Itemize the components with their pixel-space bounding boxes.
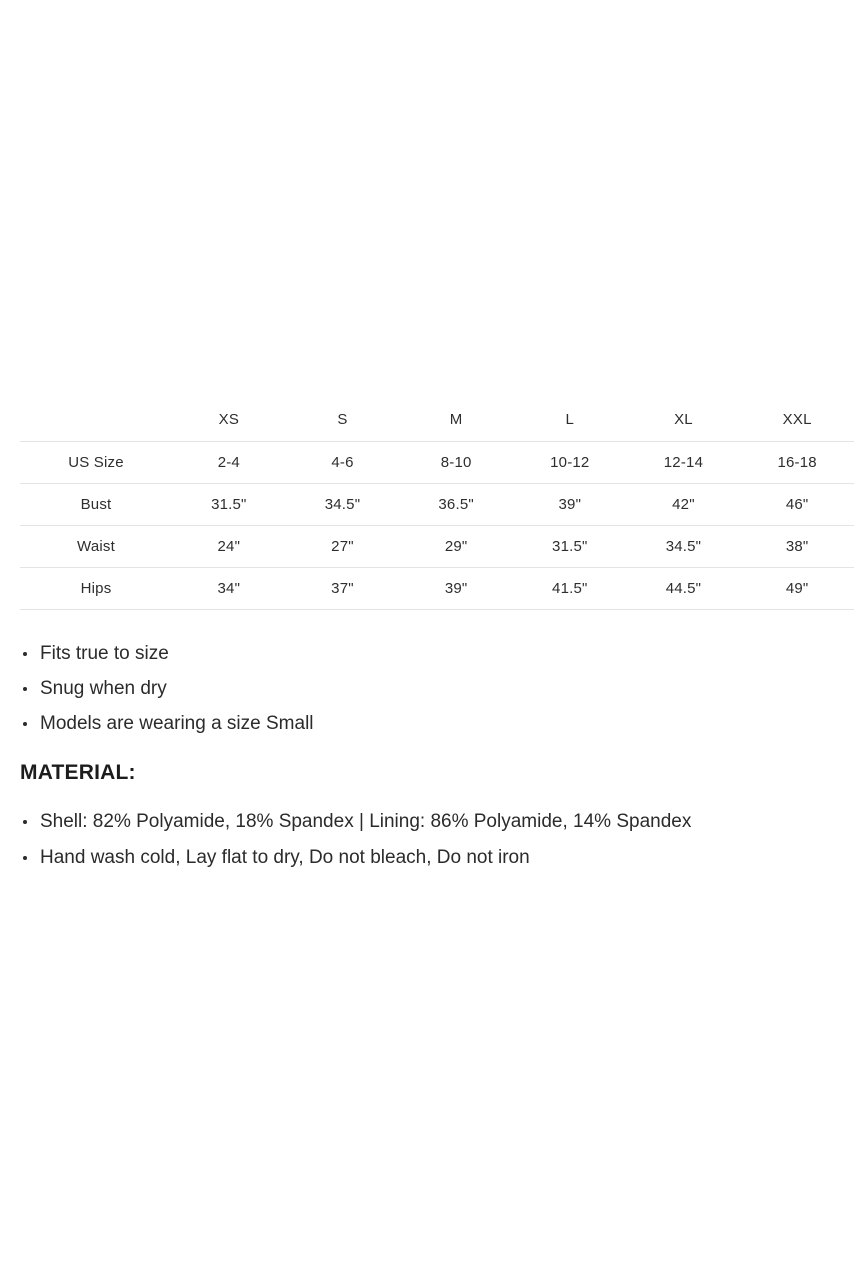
table-row-waist (20, 525, 854, 567)
table-cell: 16-18 (777, 453, 817, 471)
table-cell: 46" (785, 495, 809, 513)
table-cell: 4-6 (331, 453, 354, 471)
table-cell: 24" (217, 537, 241, 555)
table-cell: 42" (672, 495, 695, 513)
size-column-header: XXL (782, 411, 812, 429)
table-cell: 49" (785, 579, 809, 597)
table-cell: 31.5" (211, 495, 247, 513)
table-cell: 31.5" (552, 537, 588, 555)
size-column-header: M (449, 411, 463, 429)
table-cell: 2-4 (217, 453, 240, 471)
table-cell: 27" (331, 537, 354, 555)
table-row-us-size (20, 441, 854, 483)
row-label: Hips (80, 579, 112, 597)
table-cell: 8-10 (440, 453, 472, 471)
material-item: Shell: 82% Polyamide, 18% Spandex | Lining: 86% Polyamide, 14% Spandex (20, 804, 834, 840)
row-label: Bust (80, 495, 112, 513)
material-list (20, 804, 834, 876)
table-cell: 37" (331, 579, 354, 597)
row-label: Waist (77, 537, 115, 555)
size-column-header: XS (218, 411, 240, 429)
table-cell: 39" (444, 579, 468, 597)
table-cell: 12-14 (663, 453, 704, 471)
table-cell: 38" (785, 537, 809, 555)
table-cell: 44.5" (665, 579, 702, 597)
size-chart (20, 399, 854, 610)
fit-notes-list (20, 636, 834, 741)
size-column-header: S (337, 411, 348, 429)
table-cell: 39" (558, 495, 582, 513)
table-cell: 34.5" (665, 537, 702, 555)
size-chart-corner-cell (20, 399, 172, 441)
table-cell: 36.5" (438, 495, 474, 513)
table-cell: 34.5" (324, 495, 361, 513)
row-label: US Size (68, 453, 124, 471)
material-heading: MATERIAL: (20, 761, 136, 784)
fit-note-item: Models are wearing a size Small (20, 706, 834, 741)
size-column-header: L (565, 411, 575, 429)
size-chart-table (20, 399, 854, 610)
fit-note-item: Snug when dry (20, 671, 834, 706)
table-cell: 29" (444, 537, 468, 555)
table-cell: 41.5" (552, 579, 588, 597)
table-cell: 10-12 (550, 453, 590, 471)
table-row-hips (20, 567, 854, 609)
size-column-header: XL (674, 411, 693, 429)
table-cell: 34" (217, 579, 241, 597)
fit-note-item: Fits true to size (20, 636, 834, 671)
material-item: Hand wash cold, Lay flat to dry, Do not bleach, Do not iron (20, 840, 834, 876)
table-row-bust (20, 483, 854, 525)
size-chart-header-row (20, 399, 854, 441)
